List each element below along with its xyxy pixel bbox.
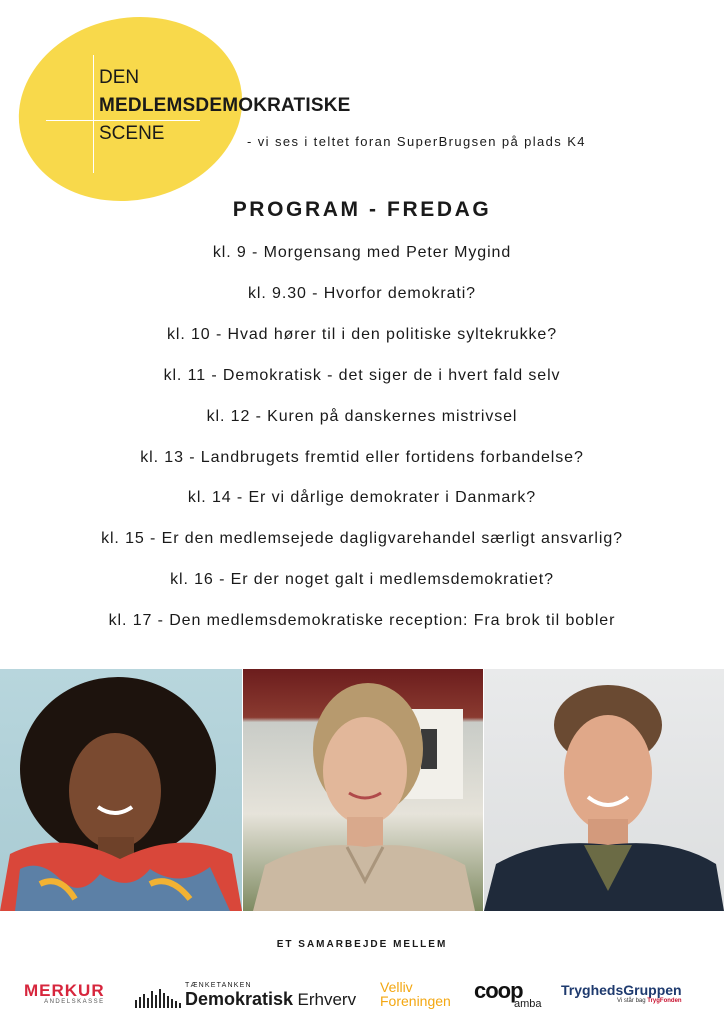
velliv-logo-line1: Velliv xyxy=(380,979,413,995)
program-item: kl. 12 - Kuren på danskernes mistrivsel xyxy=(206,408,518,425)
tryghed-logo-sub: Vi står bag xyxy=(617,998,648,1004)
speaker-photo-3 xyxy=(484,669,724,911)
collaboration-title: ET SAMARBEJDE MELLEM xyxy=(276,939,448,950)
merkur-logo[interactable] xyxy=(24,981,105,1005)
program-item: kl. 9 - Morgensang med Peter Mygind xyxy=(212,244,512,261)
logo-line-medlemsdemokratiske: MEDLEMSDEMOKRATISKE xyxy=(99,95,351,116)
tryghedsgruppen-logo[interactable] xyxy=(561,982,682,1004)
demokratisk-logo-top: TÆNKETANKEN xyxy=(185,982,252,989)
merkur-logo-sub: ANDELSKASSE xyxy=(44,999,105,1005)
coop-logo-sub: amba xyxy=(514,998,542,1010)
location-tagline: - vi ses i teltet foran SuperBrugsen på plads K4 xyxy=(247,134,586,149)
program-item: kl. 11 - Demokratisk - det siger de i hvert fald selv xyxy=(163,367,561,384)
logo-line-den: DEN xyxy=(99,67,140,88)
speaker-photo-1 xyxy=(0,669,242,911)
tryghed-logo-name: Trygheds xyxy=(561,982,624,998)
logo-line-scene: SCENE xyxy=(99,123,165,144)
demokratisk-logo-main: Demokratisk xyxy=(185,989,294,1009)
velliv-logo-line2: Foreningen xyxy=(380,993,451,1009)
bars-icon xyxy=(135,986,183,1008)
tryghed-logo-sub2: TrygFonden xyxy=(647,998,682,1004)
velliv-foreningen-logo[interactable] xyxy=(380,980,451,1008)
program-item: kl. 10 - Hvad hører til i den politiske syltekrukke? xyxy=(166,326,558,343)
program-item: kl. 14 - Er vi dårlige demokrater i Danmark? xyxy=(187,489,537,506)
tryghed-logo-name2: Gruppen xyxy=(623,982,682,998)
program-item: kl. 13 - Landbrugets fremtid eller fortidens forbandelse? xyxy=(140,449,584,466)
merkur-logo-name: MERKUR xyxy=(24,981,105,1000)
program-item: kl. 9.30 - Hvorfor demokrati? xyxy=(248,285,476,302)
coop-logo-name: coop xyxy=(474,978,523,1003)
speaker-photo-2 xyxy=(243,669,483,911)
program-item: kl. 16 - Er der noget galt i medlemsdemokratiet? xyxy=(170,571,554,588)
program-title: PROGRAM - FREDAG xyxy=(232,198,492,221)
coop-amba-logo[interactable] xyxy=(474,978,542,1010)
demokratisk-logo-tail: Erhverv xyxy=(297,990,357,1009)
speaker-photos xyxy=(0,669,724,911)
program-item: kl. 15 - Er den medlemsejede dagligvarehandel særligt ansvarlig? xyxy=(101,530,623,547)
program-item: kl. 17 - Den medlemsdemokratiske reception: Fra brok til bobler xyxy=(108,612,616,629)
